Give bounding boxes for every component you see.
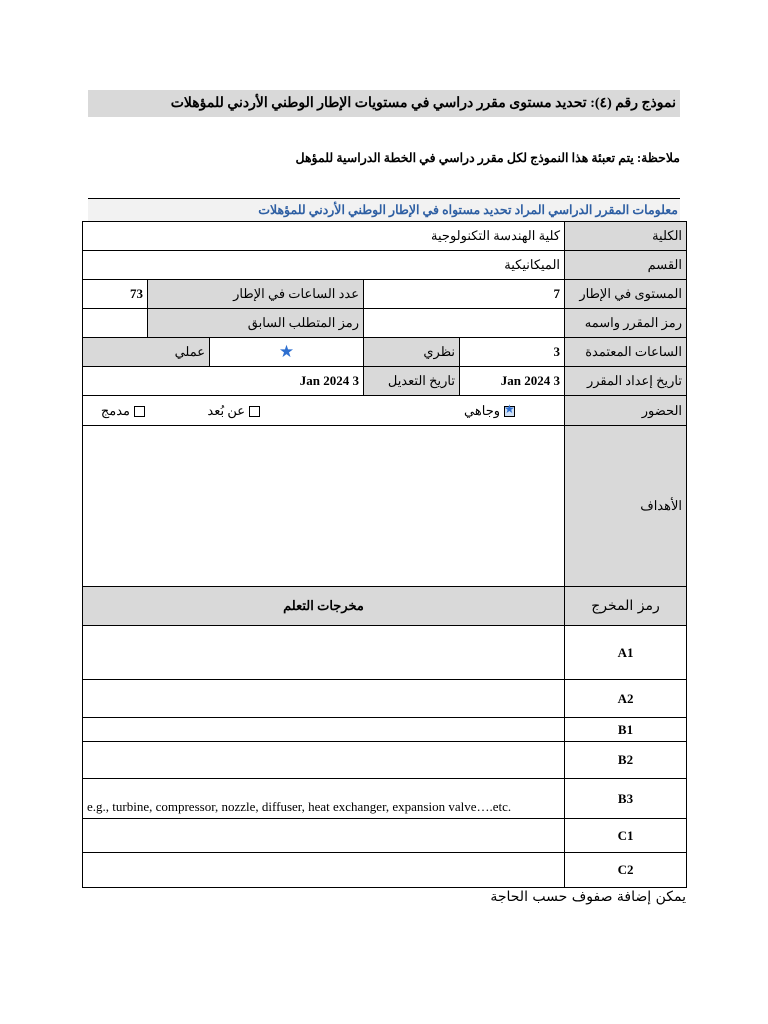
outcomes-header-row	[83, 587, 687, 626]
outcome-code: C2	[565, 853, 687, 888]
attendance-option-blended[interactable]: مدمج	[101, 403, 145, 419]
checkbox-checked-icon[interactable]	[504, 406, 515, 417]
mod-date-value[interactable]: 3 Jan 2024	[83, 367, 364, 396]
outcome-row	[83, 853, 687, 888]
credit-hours-value[interactable]: 3	[460, 338, 565, 367]
mod-date-label: تاريخ التعديل	[364, 367, 460, 396]
outcome-text[interactable]	[83, 626, 565, 680]
course-code-label: رمز المقرر واسمه	[565, 309, 687, 338]
outcome-text[interactable]	[83, 742, 565, 779]
prereq-label: رمز المتطلب السابق	[148, 309, 364, 338]
outcome-code: A1	[565, 626, 687, 680]
outcome-text[interactable]	[83, 853, 565, 888]
hours-in-framework-label: عدد الساعات في الإطار	[148, 280, 364, 309]
checkbox-icon[interactable]	[134, 406, 145, 417]
add-rows-footnote: يمكن إضافة صفوف حسب الحاجة	[490, 889, 686, 905]
course-info-table	[82, 221, 687, 888]
outcome-row	[83, 718, 687, 742]
level-row	[83, 280, 687, 309]
outcome-code: A2	[565, 680, 687, 718]
outcome-code: B3	[565, 779, 687, 819]
prep-date-value[interactable]: 3 Jan 2024	[460, 367, 565, 396]
outcome-row	[83, 626, 687, 680]
faculty-row	[83, 222, 687, 251]
department-row	[83, 251, 687, 280]
practical-label: عملي	[83, 338, 210, 367]
theory-label: نظري	[364, 338, 460, 367]
attendance-row	[83, 396, 687, 426]
outcome-code: B2	[565, 742, 687, 779]
attendance-options	[83, 396, 565, 426]
hours-in-framework-value[interactable]: 73	[83, 280, 148, 309]
outcome-row	[83, 819, 687, 853]
goals-label: الأهداف	[565, 426, 687, 587]
date-row	[83, 367, 687, 396]
credit-hours-row	[83, 338, 687, 367]
faculty-label: الكلية	[565, 222, 687, 251]
department-value[interactable]: الميكانيكية	[83, 251, 565, 280]
attendance-option-remote[interactable]: عن بُعد	[190, 403, 260, 419]
outcome-code-header: رمز المخرج	[565, 587, 687, 626]
star-icon: ★	[278, 342, 295, 361]
outcome-code: C1	[565, 819, 687, 853]
outcome-text[interactable]: e.g., turbine, compressor, nozzle, diffuser, heat exchanger, expansion valve….etc.	[83, 779, 565, 819]
prereq-value[interactable]	[83, 309, 148, 338]
outcomes-header: مخرجات التعلم	[83, 587, 565, 626]
level-value[interactable]: 7	[364, 280, 565, 309]
course-info-header: معلومات المقرر الدراسي المراد تحديد مستواه في الإطار الوطني الأردني للمؤهلات	[88, 198, 680, 221]
goals-value[interactable]	[83, 426, 565, 587]
prep-date-label: تاريخ إعداد المقرر	[565, 367, 687, 396]
faculty-value[interactable]: كلية الهندسة التكنولوجية	[83, 222, 565, 251]
department-label: القسم	[565, 251, 687, 280]
checkbox-icon[interactable]	[249, 406, 260, 417]
form-title: نموذج رقم (٤): تحديد مستوى مقرر دراسي في مستويات الإطار الوطني الأردني للمؤهلات	[88, 90, 680, 117]
outcome-text[interactable]	[83, 718, 565, 742]
outcome-row	[83, 680, 687, 718]
outcome-row	[83, 742, 687, 779]
outcome-row	[83, 779, 687, 819]
credit-hours-label: الساعات المعتمدة	[565, 338, 687, 367]
theory-value[interactable]	[210, 338, 364, 367]
attendance-option-inperson[interactable]: ★وجاهي	[365, 403, 515, 419]
attendance-label: الحضور	[565, 396, 687, 426]
course-code-value[interactable]	[364, 309, 565, 338]
level-label: المستوى في الإطار	[565, 280, 687, 309]
outcome-text[interactable]	[83, 680, 565, 718]
form-note: ملاحظة: يتم تعبئة هذا النموذج لكل مقرر دراسي في الخطة الدراسية للمؤهل	[295, 151, 680, 165]
outcome-code: B1	[565, 718, 687, 742]
goals-row	[83, 426, 687, 587]
course-code-row	[83, 309, 687, 338]
outcome-text[interactable]	[83, 819, 565, 853]
